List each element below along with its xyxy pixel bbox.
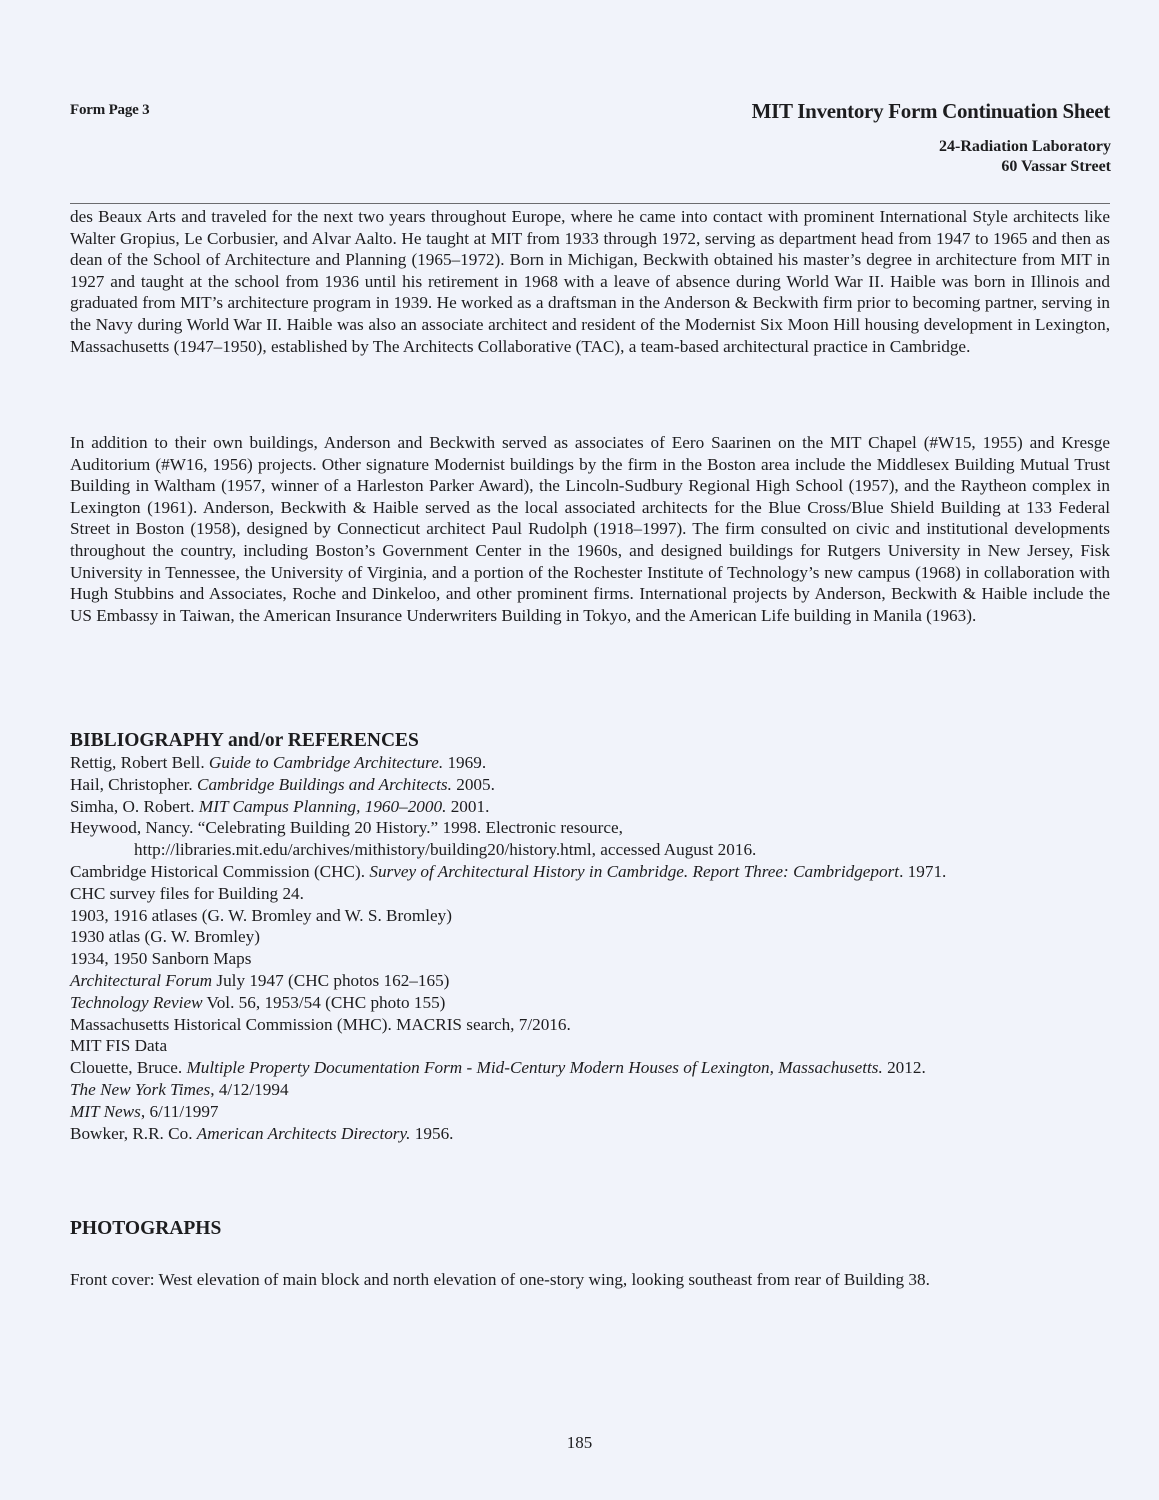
bibliography-entry: 1934, 1950 Sanborn Maps <box>70 949 252 969</box>
bibliography-entry: Clouette, Bruce. Multiple Property Documentation Form - Mid-Century Modern Houses of Lexington, Massachusetts. 2012. <box>70 1058 926 1078</box>
building-address: 60 Vassar Street <box>1001 158 1111 175</box>
form-page-label: Form Page 3 <box>70 102 150 118</box>
bibliography-heading: BIBLIOGRAPHY and/or REFERENCES <box>70 730 419 751</box>
body-paragraph: des Beaux Arts and traveled for the next two years throughout Europe, where he came into contact with prominent International Style architects like Walter Gropius, Le Corbusier, and Alvar Aalto. He taught at MIT from 1933 through 1972, serving as department head from 1947 to 1965 and then as dean of the School of Architecture and Planning (1965–1972). Born in Michigan, Beckwith obtained his master’s degree in architecture from MIT in 1927 and taught at the school from 1936 until his retirement in 1968 with a leave of absence during World War II. Haible was born in Illinois and graduated from MIT’s architecture program in 1939. He worked as a draftsman in the Anderson & Beckwith firm prior to becoming partner, serving in the Navy during World War II. Haible was also an associate architect and resident of the Modernist Six Moon Hill housing development in Lexington, Massachusetts (1947–1950), established by The Architects Collaborative (TAC), a team-based architectural practice in Cambridge. <box>70 207 1110 356</box>
bibliography-entry: Simha, O. Robert. MIT Campus Planning, 1960–2000. 2001. <box>70 796 490 816</box>
body-paragraph: In addition to their own buildings, Anderson and Beckwith served as associates of Eero Saarinen on the MIT Chapel (#W15, 1955) and Kresge Auditorium (#W16, 1956) projects. Other signature Modernist buildings by the firm in the Boston area include the Middlesex Building Mutual Trust Building in Waltham (1957, winner of a Harleston Parker Award), the Lincoln-Sudbury Regional High School (1957), and the Raytheon complex in Lexington (1961). Anderson, Beckwith & Haible served as the local associated architects for the Blue Cross/Blue Shield Building at 133 Federal Street in Boston (1958), designed by Connecticut architect Paul Rudolph (1918–1997). The firm consulted on civic and institutional developments throughout the country, including Boston’s Government Center in the 1960s, and designed buildings for Rutgers University in New Jersey, Fisk University in Tennessee, the University of Virginia, and a portion of the Rochester Institute of Technology’s new campus (1968) in collaboration with Hugh Stubbins and Associates, Roche and Dinkeloo, and other prominent firms. International projects by Anderson, Beckwith & Haible include the US Embassy in Taiwan, the American Insurance Underwriters Building in Tokyo, and the American Life building in Manila (1963). <box>70 433 1110 625</box>
bibliography-entry: MIT FIS Data <box>70 1036 168 1056</box>
bibliography-entry: The New York Times, 4/12/1994 <box>70 1079 289 1099</box>
bibliography-entry: Architectural Forum July 1947 (CHC photos 162–165) <box>70 970 450 990</box>
bibliography-entry: Technology Review Vol. 56, 1953/54 (CHC photo 155) <box>70 992 446 1012</box>
bibliography-entry: Heywood, Nancy. “Celebrating Building 20 History.” 1998. Electronic resource, <box>70 818 623 838</box>
bibliography-entry: Bowker, R.R. Co. American Architects Directory. 1956. <box>70 1123 454 1143</box>
header-divider <box>70 203 1110 204</box>
bibliography-entry: Massachusetts Historical Commission (MHC). MACRIS search, 7/2016. <box>70 1014 571 1034</box>
sheet-title: MIT Inventory Form Continuation Sheet <box>751 99 1110 123</box>
photograph-caption: Front cover: West elevation of main block and north elevation of one-story wing, looking southeast from rear of Building 38. <box>70 1270 930 1289</box>
bibliography-list <box>70 752 1120 1144</box>
bibliography-entry: CHC survey files for Building 24. <box>70 883 304 903</box>
bibliography-entry: Rettig, Robert Bell. Guide to Cambridge Architecture. 1969. <box>70 753 487 772</box>
bibliography-entry: Hail, Christopher. Cambridge Buildings and Architects. 2005. <box>70 774 495 794</box>
bibliography-entry: MIT News, 6/11/1997 <box>70 1101 219 1121</box>
bibliography-entry: 1930 atlas (G. W. Bromley) <box>70 927 260 947</box>
bibliography-entry: 1903, 1916 atlases (G. W. Bromley and W. S. Bromley) <box>70 905 452 925</box>
bibliography-entry-url: http://libraries.mit.edu/archives/mithistory/building20/history.html, accessed August 2016. <box>134 840 757 860</box>
bibliography-entry: Cambridge Historical Commission (CHC). Survey of Architectural History in Cambridge. Report Three: Cambridgeport. 1971. <box>70 861 947 881</box>
building-name: 24-Radiation Laboratory <box>939 138 1111 155</box>
photographs-heading: PHOTOGRAPHS <box>70 1218 222 1239</box>
page-number: 185 <box>566 1433 593 1452</box>
